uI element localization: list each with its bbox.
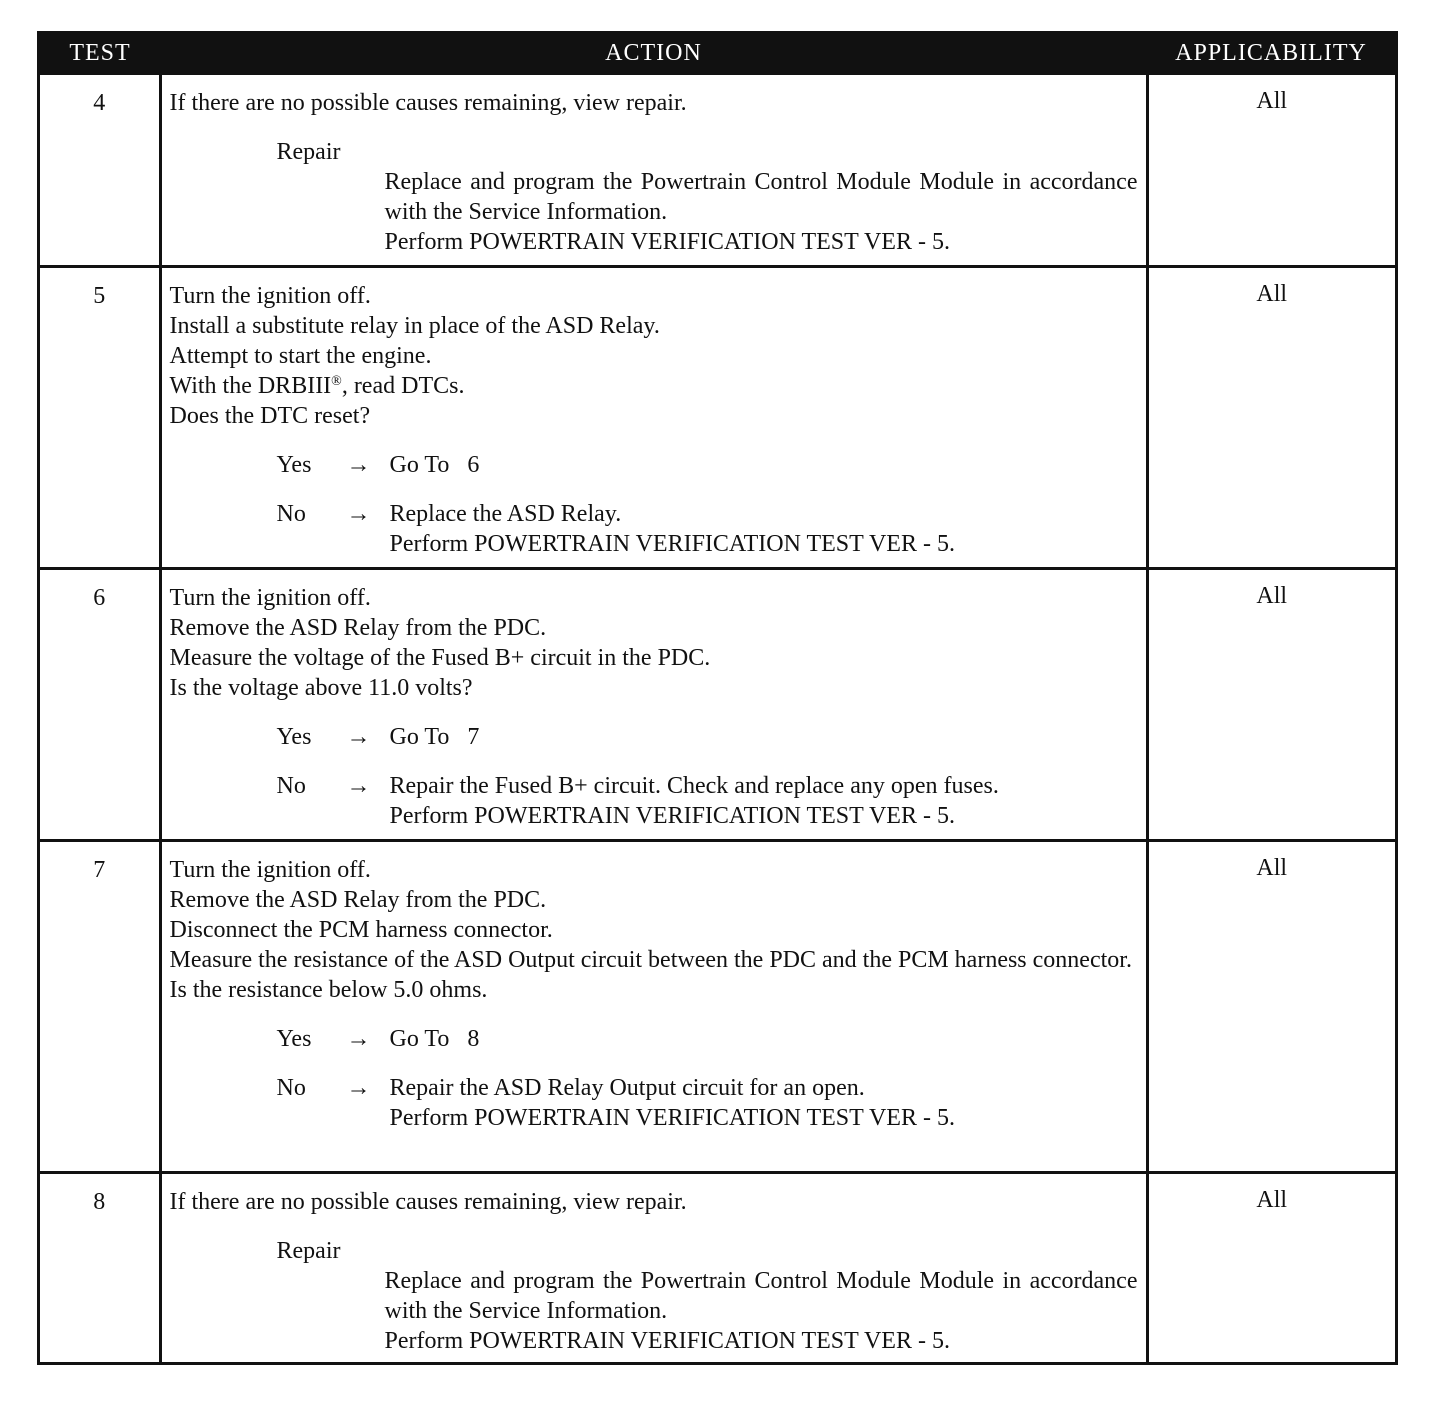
arrow-icon: → — [346, 773, 371, 799]
action-cell — [160, 841, 1147, 1173]
header-action: ACTION — [160, 34, 1147, 74]
action-line: Measure the resistance of the ASD Output circuit between the PDC and the PCM harness connector. — [169, 947, 1132, 973]
action-line: Install a substitute relay in place of the ASD Relay. — [169, 313, 660, 339]
action-line: If there are no possible causes remaining, view repair. — [169, 1189, 687, 1215]
action-line-drb — [170, 371, 1138, 401]
arrow-icon: → — [346, 1075, 371, 1101]
registered-mark: ® — [331, 374, 342, 389]
yes-label: Yes — [276, 724, 312, 750]
table-row-test-5 — [40, 267, 1395, 569]
action-line: Turn the ignition off. — [169, 283, 371, 309]
action-cell — [160, 267, 1147, 569]
arrow-icon: → — [346, 724, 371, 750]
action-line: Measure the voltage of the Fused B+ circuit in the PDC. — [169, 645, 711, 671]
applicability-value: All — [1147, 74, 1395, 267]
table-row-test-8 — [40, 1173, 1395, 1365]
yes-label: Yes — [276, 1026, 312, 1052]
header-test: TEST — [40, 34, 160, 74]
yes-result: Go To 7 — [389, 724, 480, 750]
table-row-test-4 — [40, 74, 1395, 267]
arrow-icon: → — [346, 1026, 371, 1052]
drb-text: With the DRBIII — [169, 373, 332, 399]
yes-branch — [170, 722, 1138, 752]
yes-branch — [170, 450, 1138, 480]
repair-line: Perform POWERTRAIN VERIFICATION TEST VER - 5. — [384, 1328, 950, 1354]
yes-result: Go To 8 — [389, 1026, 480, 1052]
arrow-icon: → — [346, 452, 371, 478]
test-number: 5 — [40, 267, 160, 569]
yes-result: Go To 6 — [389, 452, 480, 478]
yes-branch — [170, 1024, 1138, 1054]
action-line: If there are no possible causes remaining, view repair. — [169, 90, 687, 116]
action-line: Attempt to start the engine. — [169, 343, 432, 369]
table-row-test-6 — [40, 569, 1395, 841]
test-number: 4 — [40, 74, 160, 267]
test-number: 8 — [40, 1173, 160, 1365]
no-result-followup: Perform POWERTRAIN VERIFICATION TEST VER - 5. — [389, 531, 955, 557]
no-branch — [170, 771, 1138, 831]
action-line: Remove the ASD Relay from the PDC. — [169, 887, 547, 913]
no-result: Repair the Fused B+ circuit. Check and replace any open fuses. — [389, 773, 999, 799]
action-line: Is the voltage above 11.0 volts? — [169, 675, 473, 701]
no-branch — [170, 1073, 1138, 1133]
no-branch — [170, 499, 1138, 559]
applicability-value: All — [1147, 569, 1395, 841]
test-table — [40, 34, 1395, 1364]
repair-body — [170, 167, 1138, 257]
no-result: Replace the ASD Relay. — [389, 501, 622, 527]
drb-suffix: , read DTCs. — [341, 373, 465, 399]
action-line: Turn the ignition off. — [169, 585, 371, 611]
repair-label: Repair — [276, 139, 341, 165]
repair-body — [170, 1266, 1138, 1356]
action-cell — [160, 569, 1147, 841]
header-row — [40, 34, 1395, 74]
diagnostic-test-table — [37, 31, 1398, 1365]
action-line: Does the DTC reset? — [169, 403, 371, 429]
applicability-value: All — [1147, 841, 1395, 1173]
no-label: No — [276, 1075, 306, 1101]
yes-label: Yes — [276, 452, 312, 478]
no-label: No — [276, 773, 306, 799]
no-result: Repair the ASD Relay Output circuit for an open. — [389, 1075, 865, 1101]
applicability-value: All — [1147, 1173, 1395, 1365]
action-line: Remove the ASD Relay from the PDC. — [169, 615, 547, 641]
action-line: Turn the ignition off. — [169, 857, 371, 883]
no-result-followup: Perform POWERTRAIN VERIFICATION TEST VER - 5. — [389, 803, 955, 829]
table-row-test-7 — [40, 841, 1395, 1173]
test-number: 7 — [40, 841, 160, 1173]
header-applicability: APPLICABILITY — [1147, 34, 1395, 74]
arrow-icon: → — [346, 501, 371, 527]
no-label: No — [276, 501, 306, 527]
action-line: Is the resistance below 5.0 ohms. — [169, 977, 488, 1003]
action-cell — [160, 74, 1147, 267]
no-result-followup: Perform POWERTRAIN VERIFICATION TEST VER - 5. — [389, 1105, 955, 1131]
repair-label: Repair — [276, 1238, 341, 1264]
repair-line: Perform POWERTRAIN VERIFICATION TEST VER - 5. — [384, 229, 950, 255]
test-number: 6 — [40, 569, 160, 841]
repair-line: Replace and program the Powertrain Control Module Module in accordance with the Service Information. — [384, 1268, 1138, 1324]
action-cell — [160, 1173, 1147, 1365]
applicability-value: All — [1147, 267, 1395, 569]
action-line: Disconnect the PCM harness connector. — [169, 917, 553, 943]
repair-line: Replace and program the Powertrain Control Module Module in accordance with the Service Information. — [384, 169, 1138, 225]
